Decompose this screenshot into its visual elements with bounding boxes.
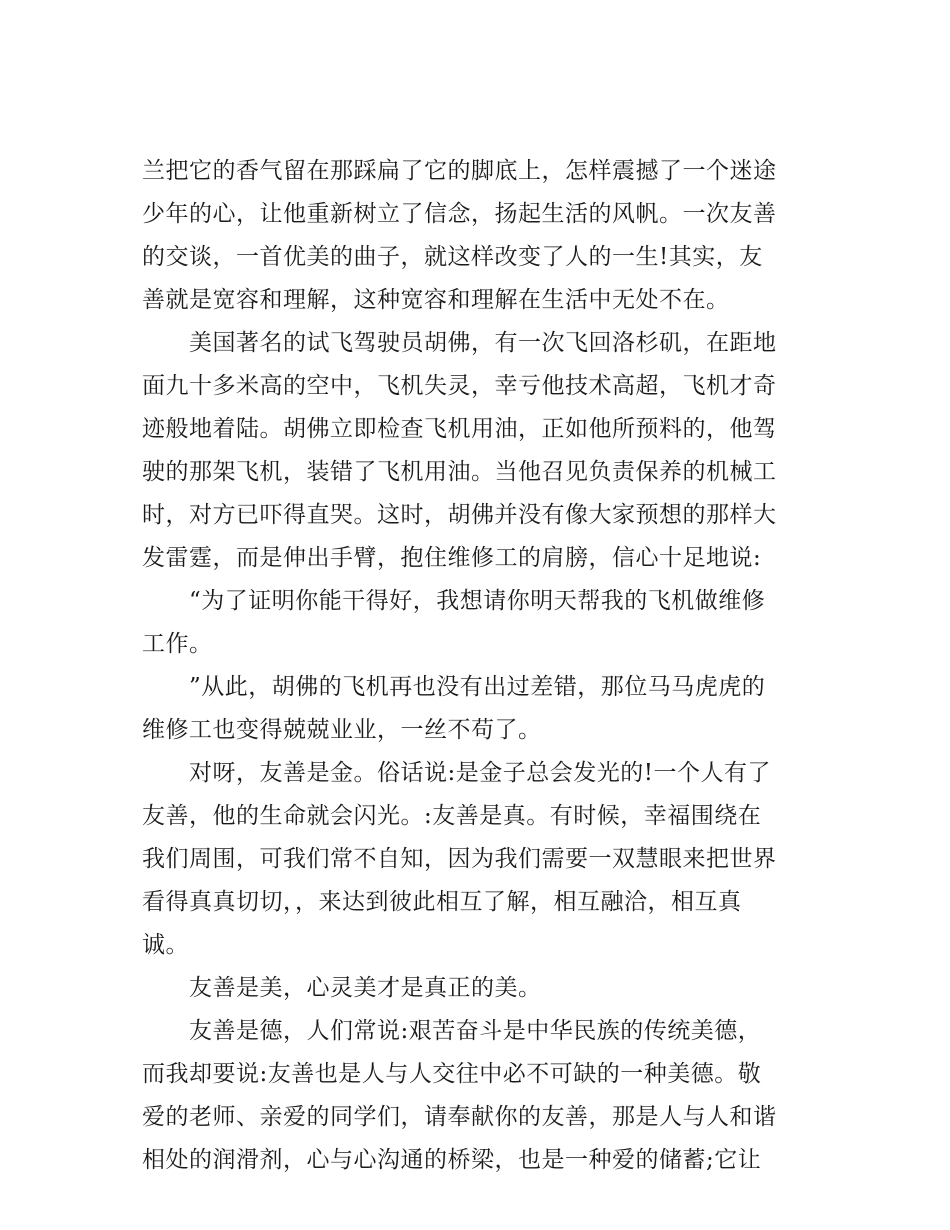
- text-line: 爱的老师、亲爱的同学们，请奉献你的友善，那是人与人和谐: [142, 1104, 777, 1130]
- text-line: ”从此，胡佛的飞机再也没有出过差错，那位马马虎虎的: [189, 674, 766, 700]
- text-line: 友善是美，心灵美才是真正的美。: [189, 975, 542, 1001]
- text-line: 而我却要说:友善也是人与人交往中必不可缺的一种美德。敬: [142, 1061, 762, 1087]
- text-line: 对呀，友善是金。俗话说:是金子总会发光的!一个人有了: [189, 760, 771, 786]
- text-line: 善就是宽容和理解，这种宽容和理解在生活中无处不在。: [142, 287, 730, 313]
- text-line: “为了证明你能干得好，我想请你明天帮我的飞机做维修: [189, 588, 766, 614]
- text-line: 发雷霆，而是伸出手臂，抱住维修工的肩膀，信心十足地说:: [142, 545, 762, 571]
- text-line: 少年的心，让他重新树立了信念，扬起生活的风帆。一次友善: [142, 201, 777, 227]
- text-line: 看得真真切切，，来达到彼此相互了解，相互融洽，相互真: [142, 889, 742, 915]
- text-line: 工作。: [142, 631, 213, 657]
- text-line: 诚。: [142, 932, 189, 958]
- document-body: [142, 150, 822, 1182]
- text-line: 的交谈，一首优美的曲子，就这样改变了人的一生!其实，友: [142, 244, 763, 270]
- text-line: 友善，他的生命就会闪光。:友善是真。有时候，幸福围绕在: [142, 803, 762, 829]
- text-line: 驶的那架飞机，装错了飞机用油。当他召见负责保养的机械工: [142, 459, 777, 485]
- text-line: 友善是德，人们常说:艰苦奋斗是中华民族的传统美德，: [189, 1018, 762, 1044]
- text-line: 我们周围，可我们常不自知，因为我们需要一双慧眼来把世界: [142, 846, 777, 872]
- text-line: 兰把它的香气留在那踩扁了它的脚底上，怎样震撼了一个迷途: [142, 158, 777, 184]
- text-line: 时，对方已吓得直哭。这时，胡佛并没有像大家预想的那样大: [142, 502, 777, 528]
- text-line: 相处的润滑剂，心与心沟通的桥梁，也是一种爱的储蓄;它让: [142, 1147, 762, 1173]
- text-line: 迹般地着陆。胡佛立即检查飞机用油，正如他所预料的，他驾: [142, 416, 777, 442]
- text-line: 美国著名的试飞驾驶员胡佛，有一次飞回洛杉矶，在距地: [189, 330, 777, 356]
- text-line: 维修工也变得兢兢业业，一丝不苟了。: [142, 717, 542, 743]
- text-line: 面九十多米高的空中，飞机失灵，幸亏他技术高超，飞机才奇: [142, 373, 777, 399]
